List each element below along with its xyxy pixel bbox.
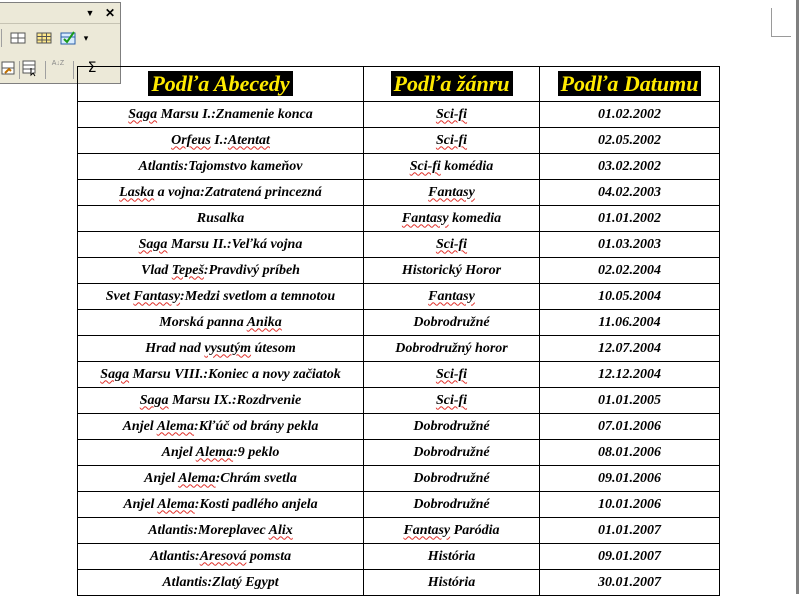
title-text: Saga Marsu I.:Znamenie konca <box>128 106 313 122</box>
table-body <box>78 102 720 596</box>
title-text: Anjel Alema:Kľúč od brány pekla <box>122 418 319 434</box>
date-text: 02.05.2002 <box>598 132 661 148</box>
cell-genre[interactable] <box>364 180 540 206</box>
date-text: 30.01.2007 <box>598 574 661 590</box>
table-row <box>78 258 720 284</box>
date-text: 11.06.2004 <box>598 314 661 330</box>
table-row <box>78 414 720 440</box>
date-text: 09.01.2006 <box>598 470 661 486</box>
date-text: 01.01.2002 <box>598 210 661 226</box>
genre-text: Fantasy <box>428 288 475 304</box>
table-row <box>78 206 720 232</box>
cell-date[interactable] <box>540 518 720 544</box>
cell-title[interactable] <box>78 570 364 596</box>
date-text: 03.02.2002 <box>598 158 661 174</box>
date-text: 10.01.2006 <box>598 496 661 512</box>
cell-genre[interactable] <box>364 492 540 518</box>
select-table-icon[interactable] <box>21 59 39 77</box>
genre-text: Fantasy Paródia <box>403 522 500 538</box>
genre-text: Fantasy komedia <box>401 210 502 226</box>
cell-title[interactable] <box>78 388 364 414</box>
cell-title[interactable] <box>78 466 364 492</box>
genre-text: Sci-fi <box>435 366 468 382</box>
genre-text: Sci-fi <box>435 392 468 408</box>
cell-date[interactable] <box>540 154 720 180</box>
title-text: Atlantis:Moreplavec Alix <box>148 522 293 538</box>
cell-date[interactable] <box>540 414 720 440</box>
cell-date[interactable] <box>540 102 720 128</box>
genre-text: Sci-fi <box>435 236 468 252</box>
table-row <box>78 544 720 570</box>
genre-text: Dobrodružné <box>413 444 490 460</box>
cell-title[interactable] <box>78 284 364 310</box>
cell-date[interactable] <box>540 336 720 362</box>
date-text: 02.02.2004 <box>598 262 661 278</box>
title-text: Rusalka <box>196 210 245 226</box>
cell-genre[interactable] <box>364 388 540 414</box>
table-row <box>78 180 720 206</box>
table-grid-icon[interactable] <box>35 29 53 47</box>
date-text: 12.07.2004 <box>598 340 661 356</box>
cell-title[interactable] <box>78 128 364 154</box>
table-row <box>78 154 720 180</box>
cell-date[interactable] <box>540 362 720 388</box>
table-header-row <box>78 67 720 102</box>
cell-genre[interactable] <box>364 466 540 492</box>
genre-text: Dobrodružné <box>413 470 490 486</box>
books-table <box>77 66 720 596</box>
genre-text: Fantasy <box>428 184 475 200</box>
date-text: 01.02.2002 <box>598 106 661 122</box>
cell-date[interactable] <box>540 492 720 518</box>
cell-title[interactable] <box>78 102 364 128</box>
insert-table-icon[interactable] <box>0 59 17 77</box>
table-row <box>78 362 720 388</box>
cell-genre[interactable] <box>364 128 540 154</box>
cell-date[interactable] <box>540 284 720 310</box>
cell-genre[interactable] <box>364 258 540 284</box>
title-text: Hrad nad vysutým útesom <box>145 340 296 356</box>
header-label: Podľa žánru <box>391 71 513 96</box>
table-row <box>78 102 720 128</box>
cell-genre[interactable] <box>364 102 540 128</box>
cell-title[interactable] <box>78 310 364 336</box>
table-row <box>78 518 720 544</box>
cell-genre[interactable] <box>364 440 540 466</box>
cell-date[interactable] <box>540 544 720 570</box>
cell-title[interactable] <box>78 414 364 440</box>
cell-genre[interactable] <box>364 362 540 388</box>
cell-title[interactable] <box>78 154 364 180</box>
date-text: 04.02.2003 <box>598 184 661 200</box>
table-row <box>78 336 720 362</box>
table-row <box>78 440 720 466</box>
cell-date[interactable] <box>540 388 720 414</box>
cell-genre[interactable] <box>364 518 540 544</box>
header-label: Podľa Abecedy <box>148 71 292 96</box>
table-row <box>78 232 720 258</box>
cell-date[interactable] <box>540 232 720 258</box>
cell-genre[interactable] <box>364 310 540 336</box>
cell-date[interactable] <box>540 128 720 154</box>
toolbar-options-button[interactable]: ▼ <box>85 8 95 18</box>
date-text: 09.01.2007 <box>598 548 661 564</box>
date-text: 01.01.2005 <box>598 392 661 408</box>
cell-genre[interactable] <box>364 570 540 596</box>
cell-title[interactable] <box>78 206 364 232</box>
table-row <box>78 284 720 310</box>
cell-genre[interactable] <box>364 284 540 310</box>
date-text: 10.05.2004 <box>598 288 661 304</box>
table-row <box>78 570 720 596</box>
cell-date[interactable] <box>540 310 720 336</box>
header-label: Podľa Datumu <box>558 71 702 96</box>
genre-text: Historický Horor <box>401 262 502 278</box>
header-cell-genre[interactable] <box>364 67 540 102</box>
table-row <box>78 310 720 336</box>
cell-title[interactable] <box>78 492 364 518</box>
cell-genre[interactable] <box>364 414 540 440</box>
sort-icon[interactable]: A↓Z <box>51 60 65 67</box>
cell-title[interactable] <box>78 544 364 570</box>
cell-title[interactable] <box>78 336 364 362</box>
genre-text: Dobrodružné <box>413 496 490 512</box>
cell-genre[interactable] <box>364 544 540 570</box>
autoformat-dropdown-icon[interactable]: ▾ <box>83 33 89 43</box>
header-cell-alphabet[interactable] <box>78 67 364 102</box>
genre-text: Sci-fi <box>435 132 468 148</box>
cell-title[interactable] <box>78 440 364 466</box>
cell-title[interactable] <box>78 180 364 206</box>
page-margin-marker <box>771 36 791 37</box>
cell-genre[interactable] <box>364 336 540 362</box>
genre-text: Sci-fi komédia <box>409 158 494 174</box>
cell-date[interactable] <box>540 206 720 232</box>
cell-title[interactable] <box>78 232 364 258</box>
cell-genre[interactable] <box>364 206 540 232</box>
title-text: Saga Marsu II.:Veľká vojna <box>138 236 303 252</box>
title-text: Atlantis:Tajomstvo kameňov <box>138 158 303 174</box>
date-text: 01.03.2003 <box>598 236 661 252</box>
genre-text: Sci-fi <box>435 106 468 122</box>
date-text: 12.12.2004 <box>598 366 661 382</box>
table-row <box>78 388 720 414</box>
genre-text: História <box>427 548 476 564</box>
title-text: Saga Marsu VIII.:Koniec a novy začiatok <box>100 366 341 382</box>
cell-title[interactable] <box>78 362 364 388</box>
cell-date[interactable] <box>540 180 720 206</box>
title-text: Svet Fantasy:Medzi svetlom a temnotou <box>105 288 336 304</box>
title-text: Anjel Alema:Chrám svetla <box>144 470 297 486</box>
cell-title[interactable] <box>78 518 364 544</box>
title-text: Atlantis:Aresová pomsta <box>149 548 292 564</box>
genre-text: Dobrodružné <box>413 314 490 330</box>
split-cells-icon[interactable] <box>9 29 27 47</box>
autoformat-icon[interactable] <box>59 29 77 47</box>
cell-date[interactable] <box>540 258 720 284</box>
table-row <box>78 466 720 492</box>
cell-date[interactable] <box>540 570 720 596</box>
genre-text: Dobrodružné <box>413 418 490 434</box>
date-text: 08.01.2006 <box>598 444 661 460</box>
title-text: Anjel Alema:Kosti padlého anjela <box>123 496 318 512</box>
toolbar-title-bar[interactable] <box>0 3 120 24</box>
date-text: 01.01.2007 <box>598 522 661 538</box>
cell-title[interactable] <box>78 258 364 284</box>
page-margin-marker <box>771 8 772 36</box>
title-text: Saga Marsu IX.:Rozdrvenie <box>139 392 302 408</box>
toolbar-close-button[interactable]: ✕ <box>104 6 116 20</box>
title-text: Orfeus I.:Atentat <box>171 132 270 148</box>
title-text: Anjel Alema:9 peklo <box>161 444 280 460</box>
cell-genre[interactable] <box>364 154 540 180</box>
date-text: 07.01.2006 <box>598 418 661 434</box>
table-row <box>78 128 720 154</box>
genre-text: Dobrodružný horor <box>395 340 508 356</box>
cell-genre[interactable] <box>364 232 540 258</box>
cell-date[interactable] <box>540 466 720 492</box>
title-text: Laska a vojna:Zatratená princezná <box>119 184 322 200</box>
table-row <box>78 492 720 518</box>
title-text: Morská panna Anika <box>159 314 282 330</box>
title-text: Vlad Tepeš:Pravdivý príbeh <box>141 262 300 278</box>
cell-date[interactable] <box>540 440 720 466</box>
header-cell-date[interactable] <box>540 67 720 102</box>
genre-text: História <box>427 574 476 590</box>
sum-icon[interactable]: Σ <box>87 60 97 76</box>
title-text: Atlantis:Zlatý Egypt <box>162 574 279 590</box>
